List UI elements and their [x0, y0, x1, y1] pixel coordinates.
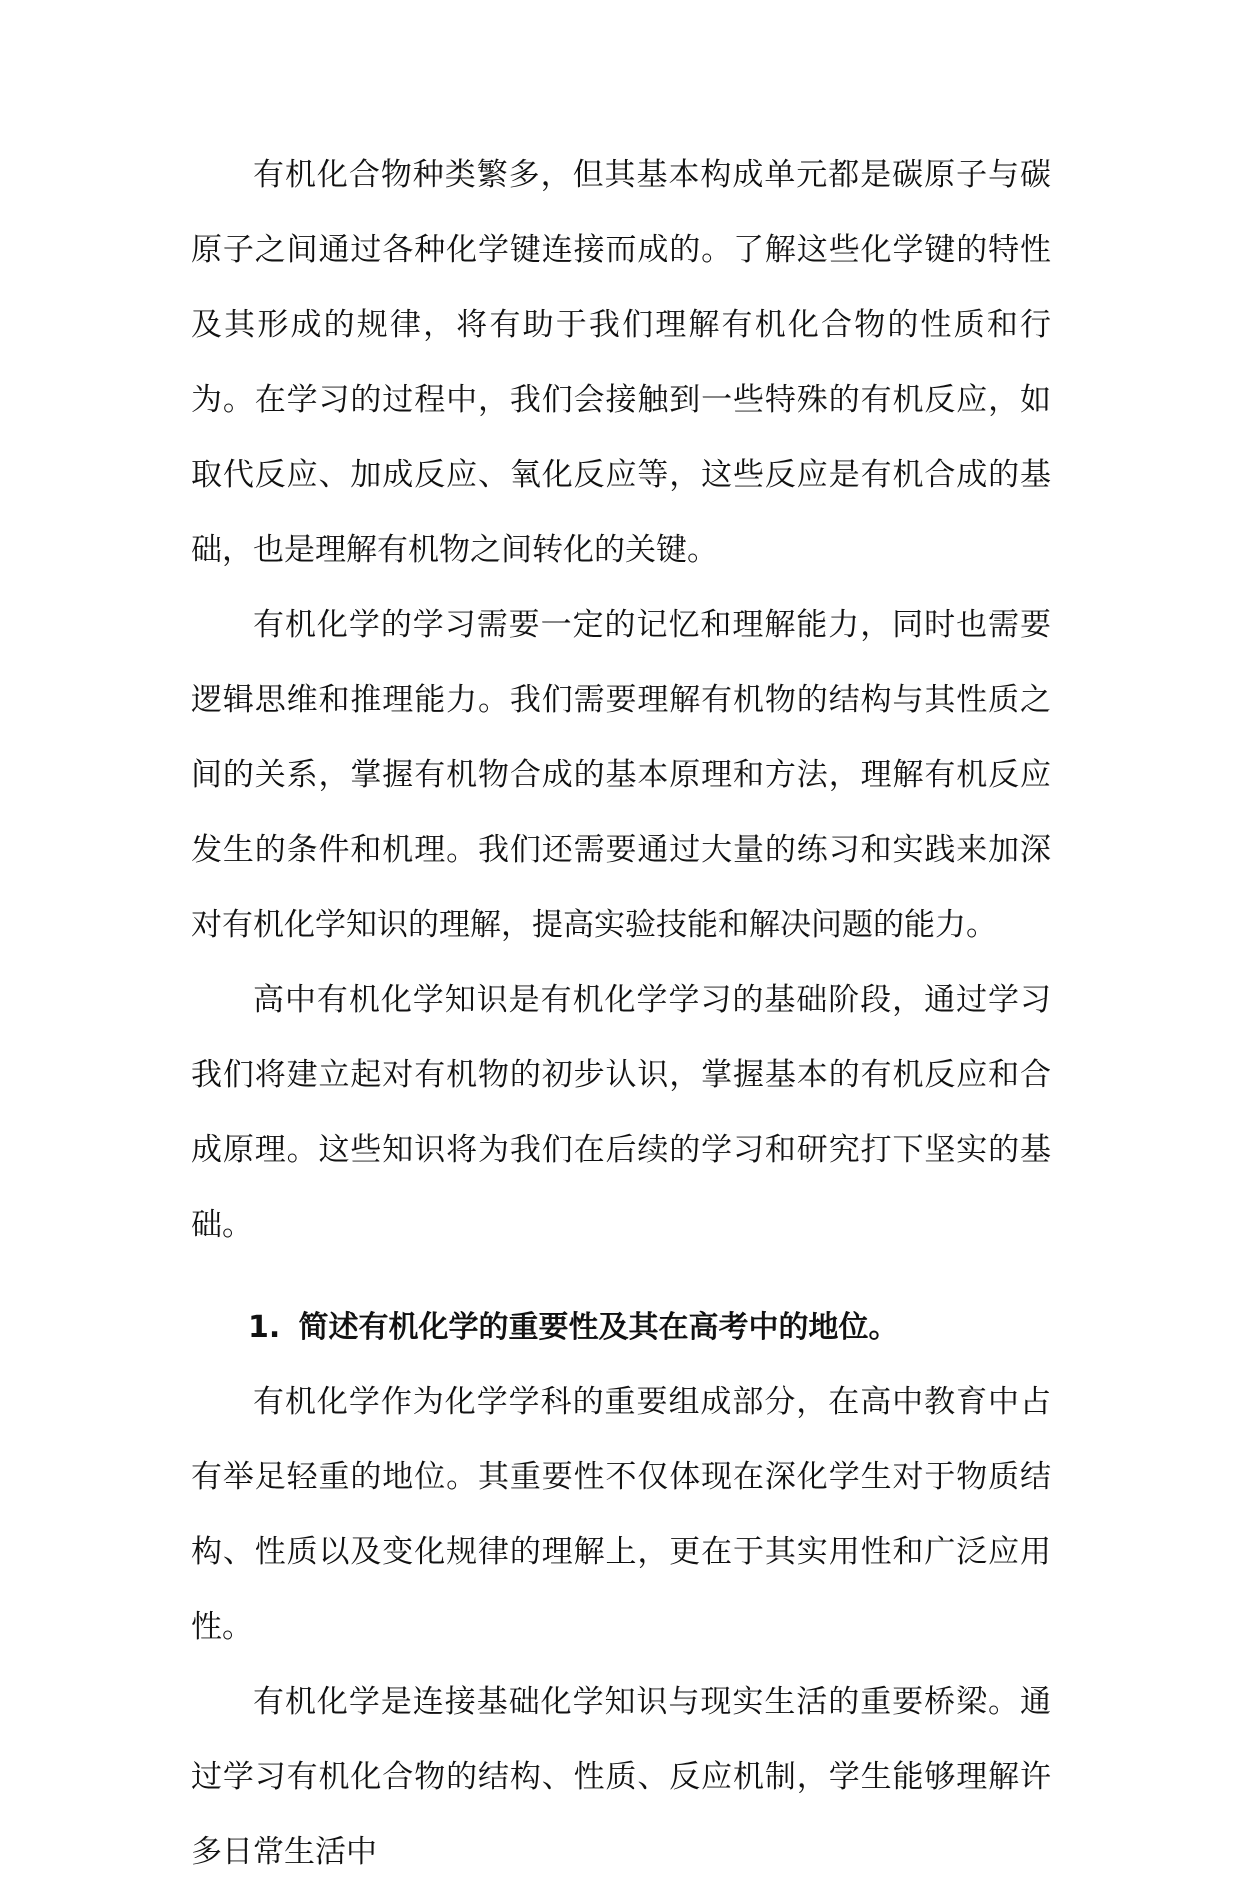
paragraph: 有机化合物种类繁多，但其基本构成单元都是碳原子与碳原子之间通过各种化学键连接而成的。了解这些化学键的特性及其形成的规律，将有助于我们理解有机化合物的性质和行为。在学习的过程中，我们会接触到一些特殊的有机反应，如取代反应、加成反应、氧化反应等，这些反应是有机合成的基础，也是理解有机物之间转化的关键。	[191, 157, 1051, 568]
paragraph: 有机化学的学习需要一定的记忆和理解能力，同时也需要逻辑思维和推理能力。我们需要理解有机物的结构与其性质之间的关系，掌握有机物合成的基本原理和方法，理解有机反应发生的条件和机理。我们还需要通过大量的练习和实践来加深对有机化学知识的理解，提高实验技能和解决问题的能力。	[191, 607, 1051, 943]
section-heading	[191, 1290, 1051, 1365]
paragraph: 有机化学作为化学学科的重要组成部分，在高中教育中占有举足轻重的地位。其重要性不仅体现在深化学生对于物质结构、性质以及变化规律的理解上，更在于其实用性和广泛应用性。	[191, 1384, 1051, 1645]
section-number: 1.	[248, 1310, 281, 1345]
document-body	[191, 138, 1051, 1890]
section-title: 简述有机化学的重要性及其在高考中的地位。	[298, 1310, 899, 1345]
paragraph: 有机化学是连接基础化学知识与现实生活的重要桥梁。通过学习有机化合物的结构、性质、反应机制，学生能够理解许多日常生活中	[191, 1684, 1051, 1870]
paragraph: 高中有机化学知识是有机化学学习的基础阶段，通过学习我们将建立起对有机物的初步认识，掌握基本的有机反应和合成原理。这些知识将为我们在后续的学习和研究打下坚实的基础。	[191, 982, 1051, 1243]
